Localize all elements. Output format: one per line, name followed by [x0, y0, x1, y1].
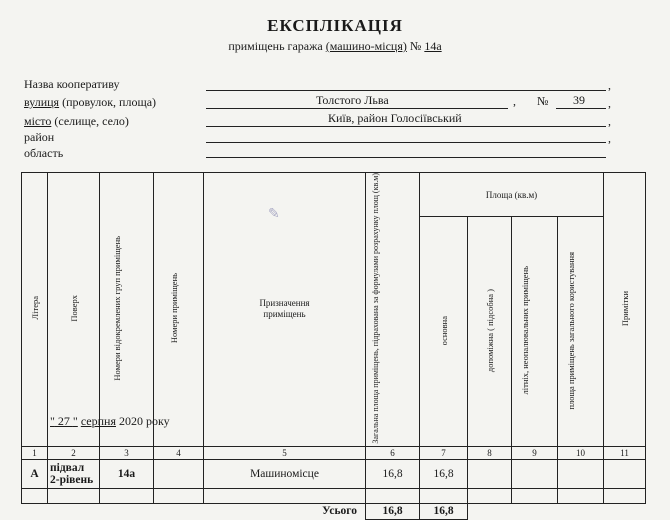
- cell-floor: підвал 2-рівень: [48, 459, 100, 488]
- col-number: 1: [22, 446, 48, 459]
- region-label: область: [24, 146, 64, 160]
- total-label: Усього: [22, 503, 366, 519]
- col-number: 4: [154, 446, 204, 459]
- subtitle-no-sign: №: [406, 39, 425, 53]
- subtitle-underlined: (машино-місця): [325, 39, 407, 53]
- table-row: [22, 488, 646, 503]
- table-row: [22, 459, 646, 488]
- house-no-label: №: [537, 94, 549, 108]
- cooperative-line: [206, 90, 606, 91]
- cell-purpose: Машиномісце: [204, 459, 366, 488]
- pen-mark-icon: ✎: [268, 207, 280, 222]
- district-label: район: [24, 130, 55, 144]
- col-number: 5: [204, 446, 366, 459]
- header-main: основна: [420, 217, 468, 446]
- document-date: [50, 414, 170, 429]
- city-label-underlined: місто: [24, 114, 52, 128]
- city-label: [24, 114, 129, 128]
- col-number: 3: [100, 446, 154, 459]
- street-value: Толстого Льва: [316, 93, 389, 107]
- header-group-numbers: Номери відокремлених груп приміщень: [100, 173, 154, 447]
- cell-notes: [604, 459, 646, 488]
- comma: ,: [608, 96, 611, 110]
- house-no-value: 39: [573, 93, 585, 107]
- header-total-area: Загальна площа приміщень, підрахована за формулами розрахунку площ (кв.м): [366, 173, 420, 447]
- cell-main-area: 16,8: [420, 459, 468, 488]
- total-row: [22, 503, 646, 519]
- col-number: 7: [420, 446, 468, 459]
- cell-litera: А: [22, 459, 48, 488]
- col-number: 11: [604, 446, 646, 459]
- header-area-group: Площа (кв.м): [420, 173, 604, 217]
- col-number: 6: [366, 446, 420, 459]
- header-common-use: площа приміщень загального користування: [558, 217, 604, 446]
- document-subtitle: [0, 39, 670, 54]
- city-line: [206, 126, 606, 127]
- cooperative-label: Назва кооперативу: [24, 77, 120, 91]
- cell-group-no: 14а: [100, 459, 154, 488]
- header-purpose: Призначення приміщень: [204, 173, 366, 447]
- col-number: 9: [512, 446, 558, 459]
- total-area-sum: 16,8: [366, 503, 420, 519]
- comma: ,: [608, 78, 611, 92]
- street-line: [206, 108, 508, 109]
- total-main-sum: 16,8: [420, 503, 468, 519]
- district-line: [206, 142, 606, 143]
- comma: ,: [513, 94, 516, 108]
- date-close-quote: ": [72, 414, 78, 428]
- comma: ,: [608, 114, 611, 128]
- header-notes: Примітки: [604, 173, 646, 447]
- date-day: 27: [54, 414, 73, 428]
- city-label-rest: (селище, село): [51, 114, 129, 128]
- street-label: [24, 95, 156, 109]
- cell-summer-area: [512, 459, 558, 488]
- cell-total-area: 16,8: [366, 459, 420, 488]
- comma: ,: [608, 131, 611, 145]
- house-no-line: [556, 108, 606, 109]
- header-litera: Літера: [22, 173, 48, 447]
- street-label-underlined: вулиця: [24, 95, 60, 109]
- col-number: 8: [468, 446, 512, 459]
- cell-aux-area: [468, 459, 512, 488]
- header-room-numbers: Номери приміщень: [154, 173, 204, 447]
- col-number: 2: [48, 446, 100, 459]
- date-rest: 2020 року: [115, 414, 170, 428]
- header-auxiliary: допоміжна ( підсобна ): [468, 217, 512, 446]
- header-floor: Поверх: [48, 173, 100, 447]
- cell-room-no: [154, 459, 204, 488]
- document-title: ЕКСПЛІКАЦІЯ: [267, 16, 403, 35]
- col-number: 10: [558, 446, 604, 459]
- street-label-rest: (провулок, площа): [59, 95, 157, 109]
- explication-table: [21, 172, 646, 520]
- subtitle-prefix: приміщень гаража: [228, 39, 326, 53]
- date-open-quote: ": [50, 414, 55, 428]
- city-value: Київ, район Голосіївський: [328, 111, 462, 125]
- header-summer: літніх, неопалювальних приміщень: [512, 217, 558, 446]
- date-month: серпня: [80, 414, 116, 428]
- cell-common-area: [558, 459, 604, 488]
- garage-number: 14а: [424, 39, 442, 53]
- region-line: [206, 157, 606, 158]
